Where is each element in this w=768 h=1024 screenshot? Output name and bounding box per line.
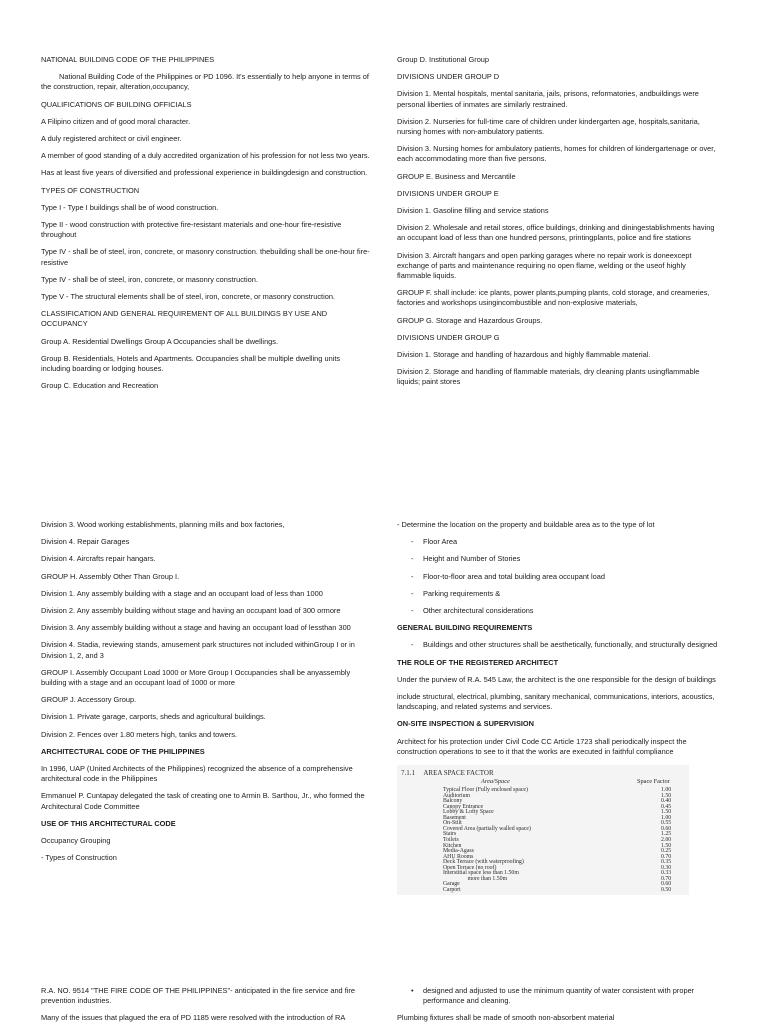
dash-list-item: - Buildings and other structures shall be aesthetically, functionally, and structurally designed <box>397 640 719 650</box>
page2-left-column <box>41 520 371 870</box>
division-item: Division 1. Gasoline filling and service stations <box>397 206 549 216</box>
row-area: Open Terrace (no roof) <box>443 864 497 871</box>
arch-paragraph: In 1996, UAP (United Architects of the Philippines) recognized the absence of a comprehensive architectural code in the Philippines <box>41 764 353 784</box>
fire-code-paragraph: R.A. NO. 9514 "THE FIRE CODE OF THE PHILIPPINES"- anticipated in the fire service and fire prevention industries. <box>41 986 355 1006</box>
row-factor: 1.25 <box>661 831 672 838</box>
row-factor: 1.50 <box>661 842 672 849</box>
row-factor: 0.35 <box>661 859 672 866</box>
row-area: Garage <box>443 881 460 888</box>
division-item: Division 3. Any assembly building without a stage and having an occupant load of lessthan 300 <box>41 623 351 633</box>
row-factor: 0.30 <box>661 864 672 871</box>
page2-right-column <box>397 520 719 895</box>
division-item: Division 1. Any assembly building with a stage and an occupant load of less than 1000 <box>41 588 323 598</box>
intro-paragraph: National Building Code of the Philippines or PD 1096. It's essentially to help anyone in terms of the construction, repair, alteration,occupancy, <box>41 72 369 92</box>
page1-left-column <box>41 55 371 398</box>
heading-onsite-inspection: ON-SITE INSPECTION & SUPERVISION <box>397 719 535 729</box>
qualification-item: A member of good standing of a duly accredited organization of his profession for not less two years. <box>41 151 370 161</box>
table-rows <box>443 788 683 893</box>
construction-type-item: Type I - Type I buildings shall be of wood construction. <box>41 202 219 212</box>
row-area: Canopy Entrance <box>443 803 484 810</box>
construction-type-item: Type II - wood construction with protective fire-resistant materials and one-hour fire-resistive throughout <box>41 220 342 240</box>
row-factor: 0.70 <box>661 853 672 860</box>
group-g-heading: GROUP G. Storage and Hazardous Groups. <box>397 315 543 325</box>
determine-paragraph: - Determine the location on the property and buildable area as to the type of lot <box>397 520 655 529</box>
dash-list-item: - Height and Number of Stories <box>397 554 719 564</box>
divisions-heading: DIVISIONS UNDER GROUP G <box>397 332 500 342</box>
row-area: more than 1.50m <box>443 875 508 882</box>
heading-types-of-construction: TYPES OF CONSTRUCTION <box>41 185 140 195</box>
row-area: Toilets <box>443 836 459 843</box>
page1-right-column <box>397 55 719 395</box>
division-item: Division 2. Wholesale and retail stores, office buildings, drinking and diningestablishments having an occupant load of less than one hundred persons, printingplants, police and fire stations <box>397 223 715 243</box>
role-paragraph: include structural, electrical, plumbing, sanitary mechanical, communications, interiors, acoustics, landscaping, and related systems and services. <box>397 692 715 712</box>
onsite-paragraph: Architect for his protection under Civil Code CC Article 1723 shall periodically inspect the construction operations to see to it that the works are executed in faithful compliance <box>397 736 687 756</box>
group-item: Group C. Education and Recreation <box>41 381 159 391</box>
dash-list-item: - Floor Area <box>397 537 719 547</box>
heading-general-requirements: GENERAL BUILDING REQUIREMENTS <box>397 623 533 633</box>
row-factor: 0.40 <box>661 798 672 805</box>
row-factor: 0.70 <box>661 875 672 882</box>
row-area: Typical Floor (Fully enclosed space) <box>443 787 528 794</box>
division-item: Division 4. Stadia, reviewing stands, amusement park structures not included withinGroup I or in Division 1, 2, and 3 <box>41 640 355 660</box>
area-space-factor-table-image <box>397 765 689 895</box>
dash-list-item: - Other architectural considerations <box>397 606 719 616</box>
table-row <box>443 888 683 894</box>
dash-list-item: - Parking requirements & <box>397 589 719 599</box>
row-area: Stairs <box>443 831 457 838</box>
row-factor: 0.33 <box>661 870 672 877</box>
arch-paragraph: Emmanuel P. Cuntapay delegated the task of creating one to Armin B. Sarthou, Jr., who formed the Architectural Code Committee <box>41 791 365 811</box>
fire-code-paragraph: Many of the issues that plagued the era of PD 1185 were resolved with the introduction of RA <box>41 1013 346 1023</box>
row-area: On-Stilt <box>443 820 462 827</box>
group-d-heading: Group D. Institutional Group <box>397 55 490 64</box>
row-factor: 0.45 <box>661 803 672 810</box>
group-e-heading: GROUP E. Business and Mercantile <box>397 171 516 181</box>
use-item: - Types of Construction <box>41 853 117 863</box>
row-factor: 0.60 <box>661 825 672 832</box>
division-item: Division 1. Private garage, carports, sheds and agricultural buildings. <box>41 712 266 722</box>
divisions-heading: DIVISIONS UNDER GROUP E <box>397 188 499 198</box>
heading-classification: CLASSIFICATION AND GENERAL REQUIREMENT OF ALL BUILDINGS BY USE AND OCCUPANCY <box>41 309 328 329</box>
heading-architectural-code: ARCHITECTURAL CODE OF THE PHILIPPINES <box>41 746 205 756</box>
table-header-area: Area/Space <box>481 778 510 786</box>
row-area: Media-Agass <box>443 848 474 855</box>
division-item: Division 4. Repair Garages <box>41 537 130 547</box>
page3-left-column <box>41 986 371 1024</box>
division-item: Division 3. Nursing homes for ambulatory patients, homes for children of kindergartenage or over, each accommodating more than five persons. <box>397 144 716 164</box>
group-h-heading: GROUP H. Assembly Other Than Group I. <box>41 571 180 581</box>
table-title: 7.1.1 AREA SPACE FACTOR <box>401 769 494 778</box>
heading-use-of-code: USE OF THIS ARCHITECTURAL CODE <box>41 818 176 828</box>
qualification-item: Has at least five years of diversified and professional experience in buildingdesign and construction. <box>41 168 368 178</box>
division-item: Division 1. Storage and handling of hazardous and highly flammable material. <box>397 350 651 360</box>
row-factor: 1.50 <box>661 792 672 799</box>
construction-type-item: Type IV - shall be of steel, iron, concrete, or masonry construction. <box>41 274 258 284</box>
row-factor: 0.55 <box>661 820 672 827</box>
row-factor: 1.00 <box>661 814 672 821</box>
division-item: Division 2. Any assembly building without stage and having an occupant load of 300 ormore <box>41 606 341 616</box>
row-area: Kitchen <box>443 842 462 849</box>
row-area: Interstitial space less than 1.50m <box>443 870 519 877</box>
dash-list-item: - Floor-to-floor area and total building area occupant load <box>397 572 719 582</box>
row-factor: 0.25 <box>661 848 672 855</box>
page3-right-column <box>397 986 719 1024</box>
role-paragraph: Under the purview of R.A. 545 Law, the architect is the one responsible for the design of buildings <box>397 674 716 684</box>
row-area: Lobby & Lofty Space <box>443 809 494 816</box>
construction-type-item: Type IV - shall be of steel, iron, concrete, or masonry construction. thebuilding shall be one-hour fire-resistive <box>41 247 370 267</box>
division-item: Division 1. Mental hospitals, mental sanitaria, jails, prisons, reformatories, andbuildings were personal liberties of inmates are similarly restrained. <box>397 89 699 109</box>
row-area: Covered Area (partially walled space) <box>443 825 531 832</box>
group-item: Group A. Residential Dwellings Group A Occupancies shall be dwellings. <box>41 336 279 346</box>
group-j-heading: GROUP J. Accessory Group. <box>41 695 137 705</box>
division-item: Division 2. Fences over 1.80 meters high, tanks and towers. <box>41 729 237 739</box>
row-area: Balcony <box>443 798 463 805</box>
row-area: Auditorium <box>443 792 471 799</box>
heading-national-building-code: NATIONAL BUILDING CODE OF THE PHILIPPINES <box>41 55 215 64</box>
row-factor: 0.60 <box>661 881 672 888</box>
division-item: Division 2. Storage and handling of flammable materials, dry cleaning plants usingflammable liquids; paint stores <box>397 367 700 387</box>
row-factor: 2.00 <box>661 836 672 843</box>
group-f-paragraph: GROUP F. shall include: ice plants, power plants,pumping plants, cold storage, and creameries, factories and workshops usingincombustible and non-explosive materials, <box>397 288 710 308</box>
table-header-factor: Space Factor <box>637 778 670 786</box>
plumbing-paragraph: Plumbing fixtures shall be made of smooth non-absorbent material <box>397 1013 615 1023</box>
row-factor: 1.00 <box>661 787 672 794</box>
division-item: Division 3. Wood working establishments, planning mills and box factories, <box>41 520 285 529</box>
heading-qualifications: QUALIFICATIONS OF BUILDING OFFICIALS <box>41 99 192 109</box>
heading-role-architect: THE ROLE OF THE REGISTERED ARCHITECT <box>397 657 559 667</box>
divisions-heading: DIVISIONS UNDER GROUP D <box>397 72 500 82</box>
qualification-item: A Filipino citizen and of good moral character. <box>41 116 191 126</box>
row-area: Deck Terrace (with waterproofing) <box>443 859 524 866</box>
row-area: Basement <box>443 814 466 821</box>
division-item: Division 4. Aircrafts repair hangars. <box>41 554 156 564</box>
group-item: Group B. Residentials, Hotels and Apartments. Occupancies shall be multiple dwelling units including boarding or lodging houses. <box>41 353 341 374</box>
construction-type-item: Type V - The structural elements shall be of steel, iron, concrete, or masonry construction. <box>41 292 335 302</box>
row-factor: 0.50 <box>661 886 672 893</box>
bullet-list-item: • designed and adjusted to use the minimum quantity of water consistent with proper performance and cleaning. <box>397 986 719 1006</box>
qualification-item: A duly registered architect or civil engineer. <box>41 134 182 144</box>
division-item: Division 2. Nurseries for full-time care of children under kindergarten age, hospitals,sanitaria, nursing homes with non-ambulatory patients. <box>397 116 700 137</box>
row-area: Carport <box>443 886 461 893</box>
division-item: Division 3. Aircraft hangars and open parking garages where no repair work is doneexcept exchange of parts and maintenance requiring no open flame, welding or the useof highly flammable liquids. <box>397 250 692 281</box>
group-i-paragraph: GROUP I. Assembly Occupant Load 1000 or More Group I Occupancies shall be anyassembly building with a stage and an occupant load of 1000 or more <box>41 667 351 688</box>
row-area: AHU Rooms <box>443 853 474 860</box>
use-item: Occupancy Grouping <box>41 836 111 846</box>
row-factor: 1.50 <box>661 809 672 816</box>
